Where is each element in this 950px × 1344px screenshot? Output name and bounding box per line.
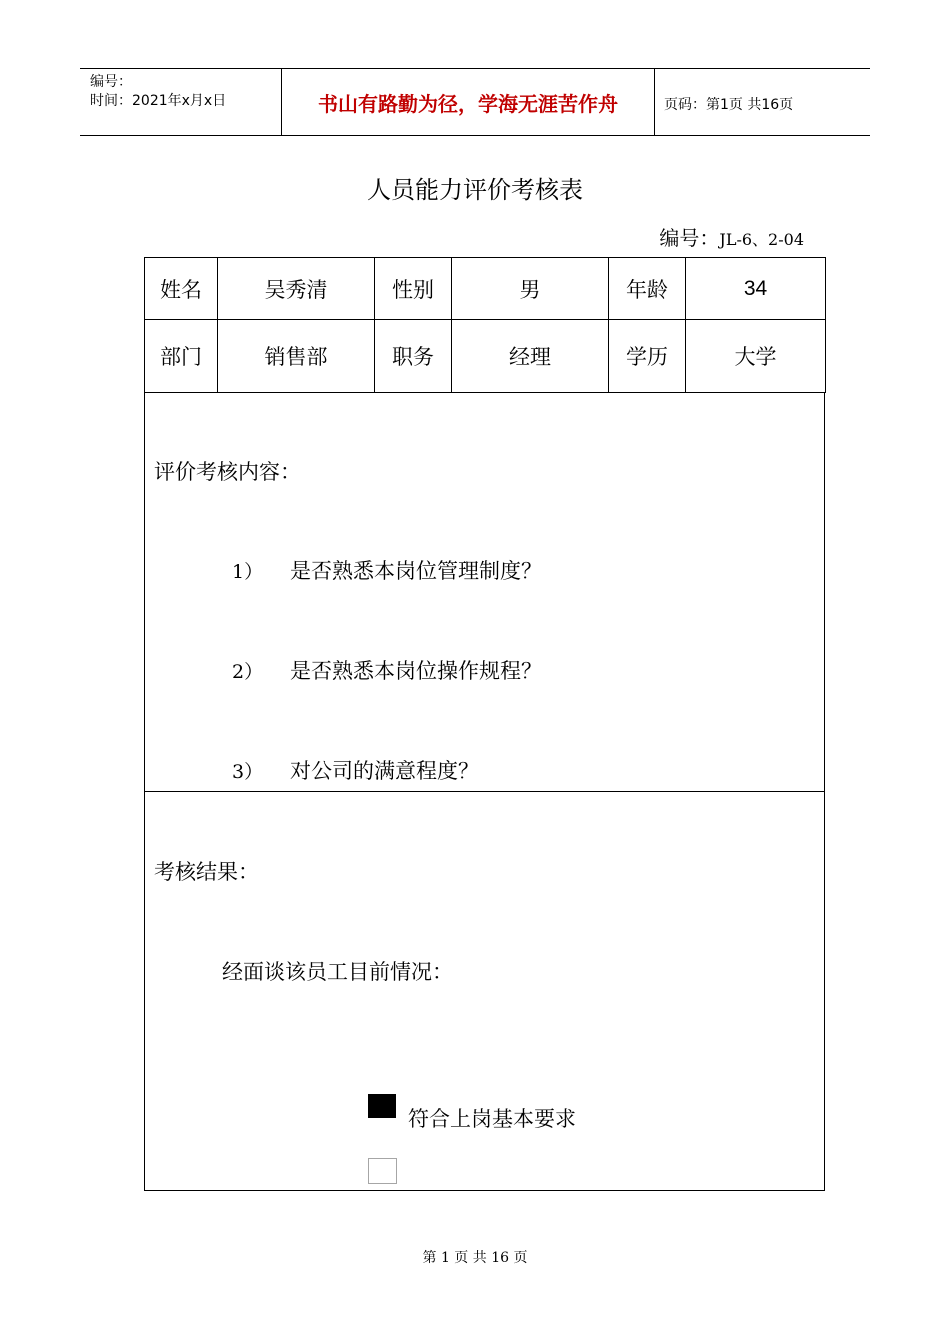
table-row	[145, 258, 826, 320]
dept-value: 销售部	[218, 320, 375, 393]
table-row	[145, 320, 826, 393]
checkbox-qualified[interactable]	[368, 1094, 396, 1118]
evaluation-item: 是否熟悉本岗位操作规程？	[290, 659, 542, 683]
interview-text: 经面谈该员工目前情况：	[222, 960, 453, 984]
header-bottom-rule	[80, 135, 870, 136]
header-motto: 书山有路勤为径，学海无涯苦作舟	[318, 92, 618, 116]
header-top-rule	[80, 68, 870, 69]
item-number: 1）	[232, 561, 264, 583]
gender-label: 性别	[375, 258, 452, 320]
header-time: 时间：2021年x月x日	[90, 93, 227, 109]
option-qualified-label: 符合上岗基本要求	[408, 1107, 576, 1131]
item-number: 2）	[232, 661, 264, 683]
age-value: 34	[686, 258, 826, 320]
header-number-label: 编号：	[90, 74, 132, 90]
edu-value: 大学	[686, 320, 826, 393]
evaluation-section	[144, 392, 825, 792]
evaluation-item: 是否熟悉本岗位管理制度？	[290, 559, 542, 583]
checkbox-option-2[interactable]	[368, 1158, 397, 1184]
item-number: 3）	[232, 761, 264, 783]
dept-label: 部门	[145, 320, 218, 393]
evaluation-heading: 评价考核内容：	[154, 460, 301, 484]
evaluation-item: 对公司的满意程度？	[290, 759, 479, 783]
doc-number-value: JL-6、2-04	[719, 230, 804, 249]
header-page-info: 页码：第1页 共16页	[664, 97, 794, 113]
result-heading: 考核结果：	[154, 860, 259, 884]
edu-label: 学历	[609, 320, 686, 393]
doc-number	[659, 222, 804, 251]
position-label: 职务	[375, 320, 452, 393]
name-label: 姓名	[145, 258, 218, 320]
doc-number-label: 编号：	[659, 226, 720, 250]
age-label: 年龄	[609, 258, 686, 320]
position-value: 经理	[452, 320, 609, 393]
gender-value: 男	[452, 258, 609, 320]
name-value: 吴秀清	[218, 258, 375, 320]
page-title: 人员能力评价考核表	[367, 176, 583, 204]
page-footer: 第 1 页 共 16 页	[422, 1250, 528, 1266]
info-table	[144, 257, 826, 393]
header-divider	[654, 68, 655, 136]
